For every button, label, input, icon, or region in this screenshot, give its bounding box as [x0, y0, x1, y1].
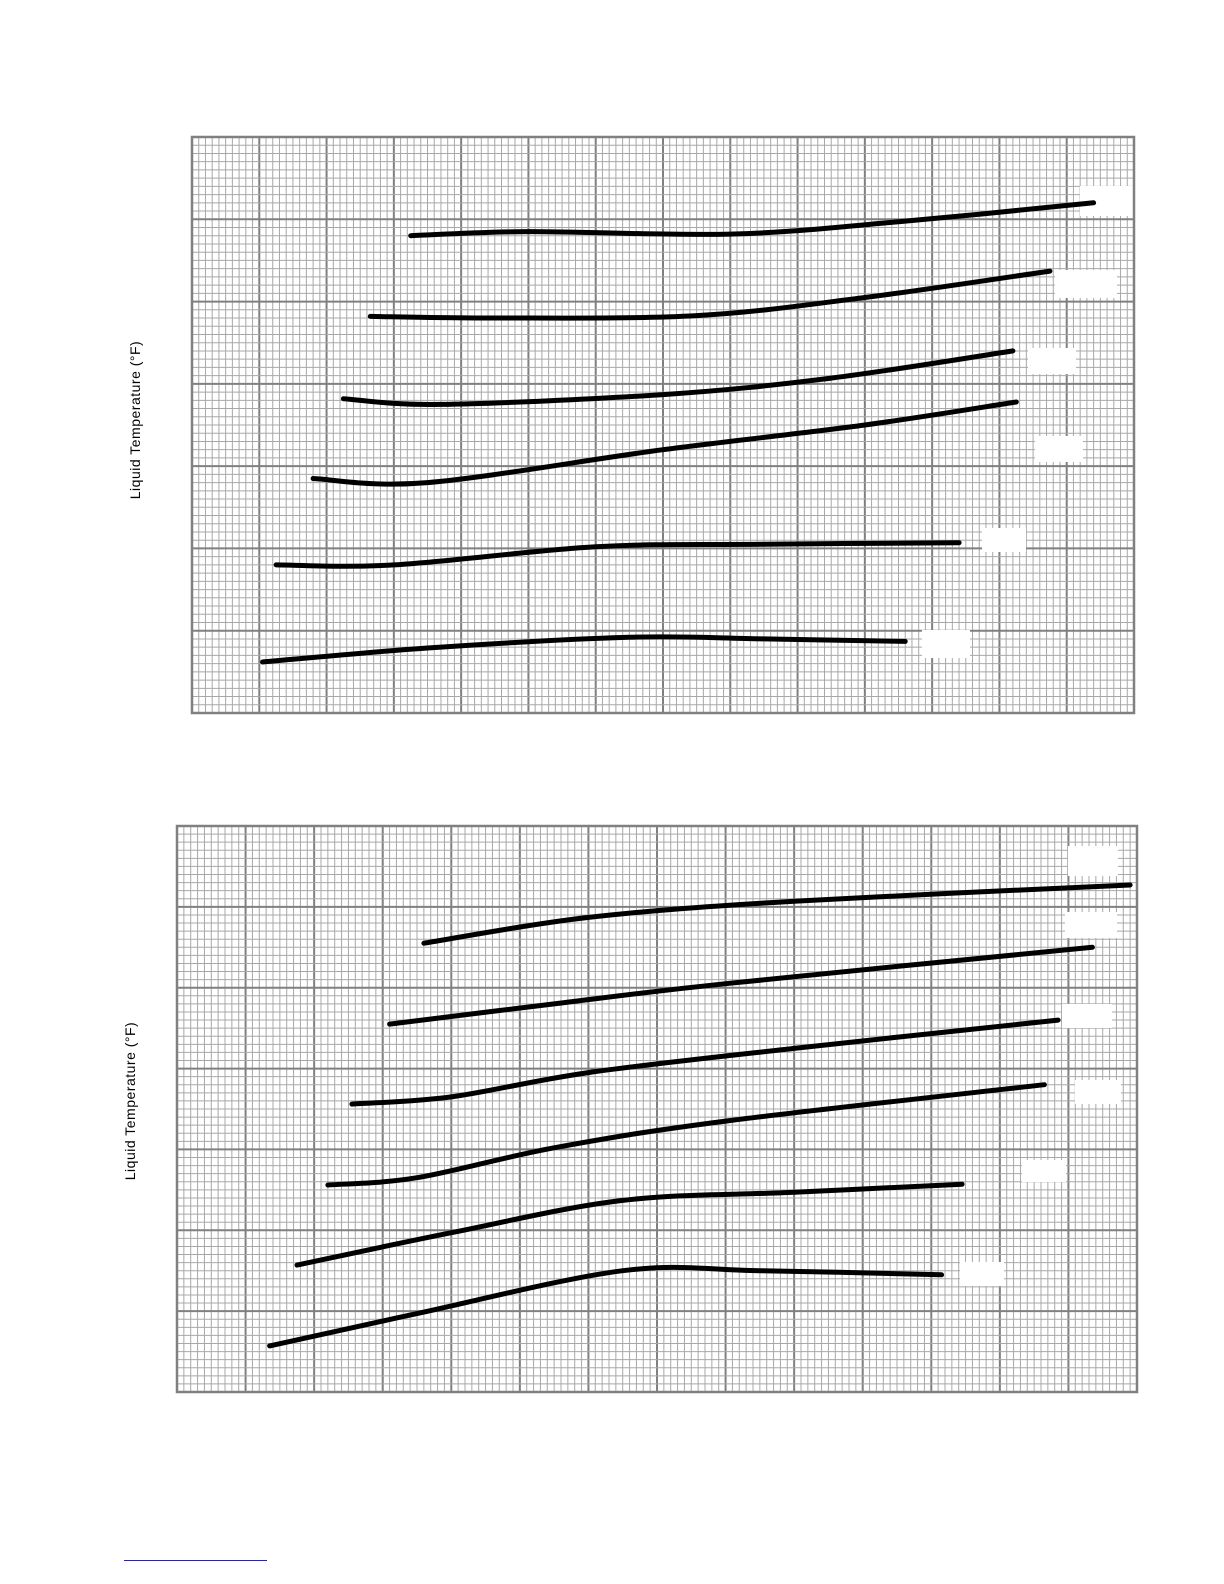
label-mask [922, 630, 970, 658]
label-mask [1075, 1080, 1121, 1104]
grid [192, 137, 1134, 713]
series-line-5 [276, 543, 959, 567]
chart-bottom [122, 826, 1137, 1392]
label-mask [1055, 270, 1117, 298]
series-line-2 [390, 947, 1093, 1024]
label-mask [1065, 912, 1117, 938]
label-masks [922, 186, 1134, 658]
label-mask [1062, 1004, 1112, 1028]
y-axis-label: Liquid Temperature (°F) [127, 340, 143, 500]
label-mask [1068, 846, 1118, 876]
footnote-rule [124, 1560, 267, 1561]
label-mask [1035, 436, 1083, 462]
chart-top [127, 137, 1134, 713]
label-mask [1022, 1160, 1066, 1182]
series-line-6 [263, 637, 906, 662]
series-line-4 [313, 402, 1016, 484]
label-mask [982, 528, 1026, 552]
label-mask [960, 1262, 1004, 1286]
y-axis-label: Liquid Temperature (°F) [122, 1021, 138, 1181]
label-mask [1028, 348, 1076, 374]
series-line-1 [424, 885, 1130, 943]
